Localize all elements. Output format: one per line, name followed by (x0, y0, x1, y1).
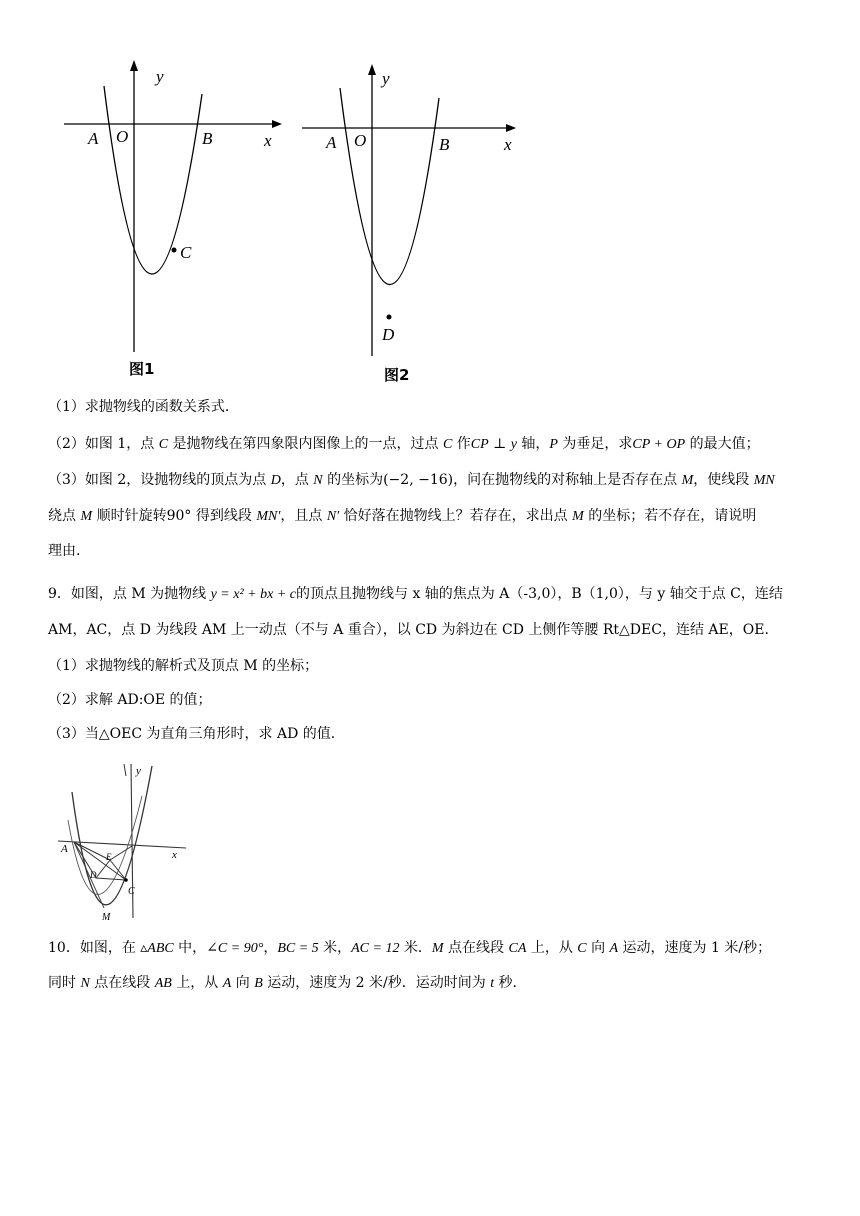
label-d: D (382, 325, 395, 344)
q10-line2: 同时 N 点在线段 AB 上，从 A 向 B 运动，速度为 2 米/秒．运动时间为 t 秒. (48, 975, 517, 991)
label-c: C (128, 886, 135, 897)
label-b: B (202, 129, 213, 148)
y-arrow-icon (368, 64, 376, 75)
label-a: A (326, 133, 337, 152)
point-c (124, 878, 128, 882)
label-x: x (172, 849, 177, 861)
label-d: D (90, 870, 97, 880)
q8-part4: 绕点 M 顺时针旋转90° 得到线段 MN′，且点 N′ 恰好落在抛物线上？若存在，求出点 M 的坐标；若不存在，请说明 (48, 508, 757, 524)
label-c: C (180, 243, 192, 262)
label-o: O (116, 127, 129, 146)
figure-1 (60, 58, 290, 358)
q9-line2: AM，AC，点 D 为线段 AM 上一动点（不与 A 重合），以 CD 为斜边在 CD 上侧作等腰 Rt△DEC，连结 AE，OE. (48, 622, 769, 638)
x-arrow-icon (506, 124, 516, 132)
q10-line1: 10．如图，在 ▵ABC 中，∠C = 90°，BC = 5 米，AC = 12 米．M 点在线段 CA 上，从 C 向 A 运动，速度为 1 米/秒； (48, 940, 772, 956)
axis-tick (124, 764, 126, 776)
q9-line3: （1）求抛物线的解析式及顶点 M 的坐标； (48, 658, 319, 674)
x-arrow-icon (272, 120, 282, 128)
figure-2 (296, 62, 526, 362)
label-x: x (264, 131, 272, 150)
label-y: y (382, 69, 390, 88)
label-y: y (136, 765, 141, 777)
q8-part3: （3）如图 2，设抛物线的顶点为点 D，点 N 的坐标为(−2, −16)，问在抛物线的对称轴上是否存在点 M，使线段 MN (48, 472, 775, 488)
q8-part5: 理由. (48, 543, 81, 559)
figure-2-caption: 图2 (384, 366, 410, 384)
label-e: E (106, 852, 112, 862)
label-m: M (102, 912, 111, 922)
q9-line1: 9．如图，点 M 为抛物线 y = x² + bx + c的顶点且抛物线与 x 轴的焦点为 A（-3,0），B（1,0），与 y 轴交于点 C，连结 (48, 586, 783, 602)
q9-line4: （2）求解 AD:OE 的值； (48, 692, 212, 708)
label-a: A (88, 129, 99, 148)
q8-part2: （2）如图 1，点 C 是抛物线在第四象限内图像上的一点，过点 C 作CP ⊥ y 轴，P 为垂足，求CP + OP 的最大值； (48, 436, 760, 452)
label-a: A (61, 843, 68, 855)
point-d (387, 315, 392, 320)
point-c (172, 248, 177, 253)
label-o: O (354, 131, 367, 150)
figure-1-caption: 图1 (129, 360, 155, 378)
segment-am (74, 842, 104, 908)
label-y: y (156, 67, 164, 86)
label-b: B (439, 135, 450, 154)
parabola (340, 88, 439, 285)
label-x: x (504, 135, 512, 154)
figure-3 (56, 760, 196, 922)
q9-line5: （3）当△OEC 为直角三角形时，求 AD 的值. (48, 726, 336, 742)
q8-part1: （1）求抛物线的函数关系式. (48, 399, 230, 415)
y-arrow-icon (130, 60, 138, 71)
parabola (72, 766, 152, 905)
